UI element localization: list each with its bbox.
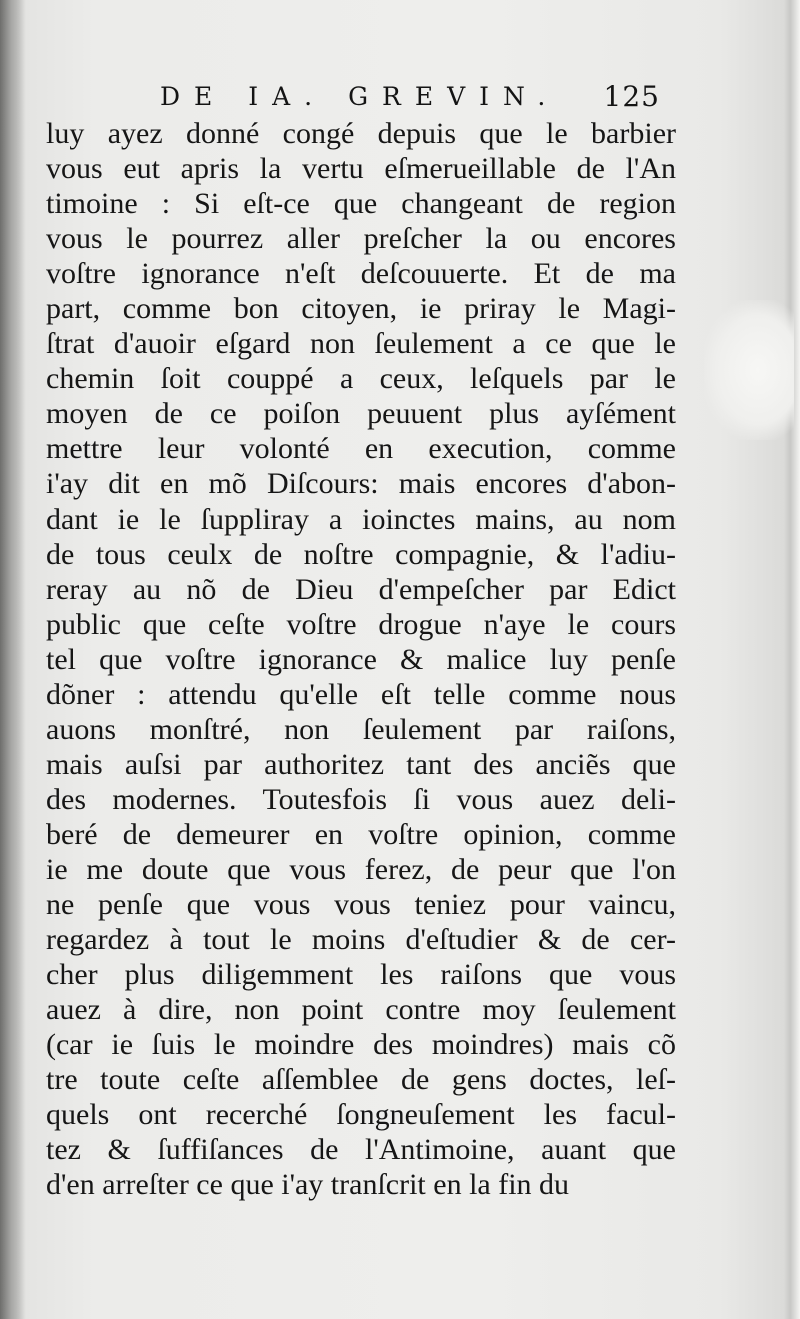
text-line: luy ayez donné congé depuis que le barbier	[46, 117, 676, 150]
text-line: vous le pourrez aller preſcher la ou encores	[46, 222, 676, 256]
text-line: i'ay dit en mõ Diſcours: mais encores d'abon-	[46, 467, 676, 501]
text-line: ne penſe que vous vous teniez pour vaincu,	[46, 888, 676, 922]
text-line: dõner : attendu qu'elle eſt telle comme nous	[46, 677, 676, 711]
text-line: part, comme bon citoyen, ie priray le Magi-	[46, 292, 676, 326]
text-line: mettre leur volonté en execution, comme	[46, 432, 676, 466]
text-line: de tous ceulx de noſtre compagnie, & l'adiu-	[46, 537, 676, 571]
text-line: quels ont recerché ſongneuſement les facul-	[46, 1098, 676, 1132]
text-line: public que ceſte voſtre drogue n'aye le cours	[46, 607, 676, 641]
text-line: ie me doute que vous ferez, de peur que l'on	[46, 852, 676, 886]
running-head: DE IA. GREVIN.	[160, 82, 560, 111]
text-line: voſtre ignorance n'eſt deſcouuerte. Et de ma	[46, 257, 676, 291]
page-number: 125	[603, 80, 660, 113]
text-line: chemin ſoit couppé a ceux, leſquels par le	[46, 362, 676, 396]
text-line: beré de demeurer en voſtre opinion, comme	[46, 817, 676, 851]
text-line: mais auſsi par authoritez tant des anciẽs que	[46, 747, 676, 781]
binding-shadow	[0, 0, 26, 1319]
text-line: auez à dire, non point contre moy ſeulement	[46, 993, 676, 1027]
text-line: dant ie le ſuppliray a ioinctes mains, au nom	[46, 502, 676, 536]
text-line: (car ie ſuis le moindre des moindres) mais cõ	[46, 1028, 676, 1062]
text-line: cher plus diligemment les raiſons que vous	[46, 958, 676, 992]
page-header	[160, 80, 660, 120]
paper-damage	[704, 300, 794, 440]
text-line: reray au nõ de Dieu d'empeſcher par Edict	[46, 572, 676, 606]
text-line: tez & ſuffiſances de l'Antimoine, auant que	[46, 1133, 676, 1167]
text-line: tre toute ceſte aſſemblee de gens doctes, leſ-	[46, 1063, 676, 1097]
text-line: auons monſtré, non ſeulement par raiſons,	[46, 712, 676, 746]
text-line: ſtrat d'auoir eſgard non ſeulement a ce que le	[46, 327, 676, 361]
text-line: vous eut apris la vertu eſmerueillable de l'An	[46, 152, 676, 186]
text-line: regardez à tout le moins d'eſtudier & de cer-	[46, 923, 676, 957]
page-edge	[784, 0, 800, 1319]
text-line: moyen de ce poiſon peuuent plus ayſément	[46, 397, 676, 431]
text-line: d'en arreſter ce que i'ay tranſcrit en la fin du	[46, 1168, 570, 1202]
body-text	[46, 116, 676, 1202]
text-line: tel que voſtre ignorance & malice luy penſe	[46, 642, 676, 676]
text-line: des modernes. Toutesfois ſi vous auez deli-	[46, 782, 676, 816]
text-line: timoine : Si eſt-ce que changeant de region	[46, 187, 676, 221]
